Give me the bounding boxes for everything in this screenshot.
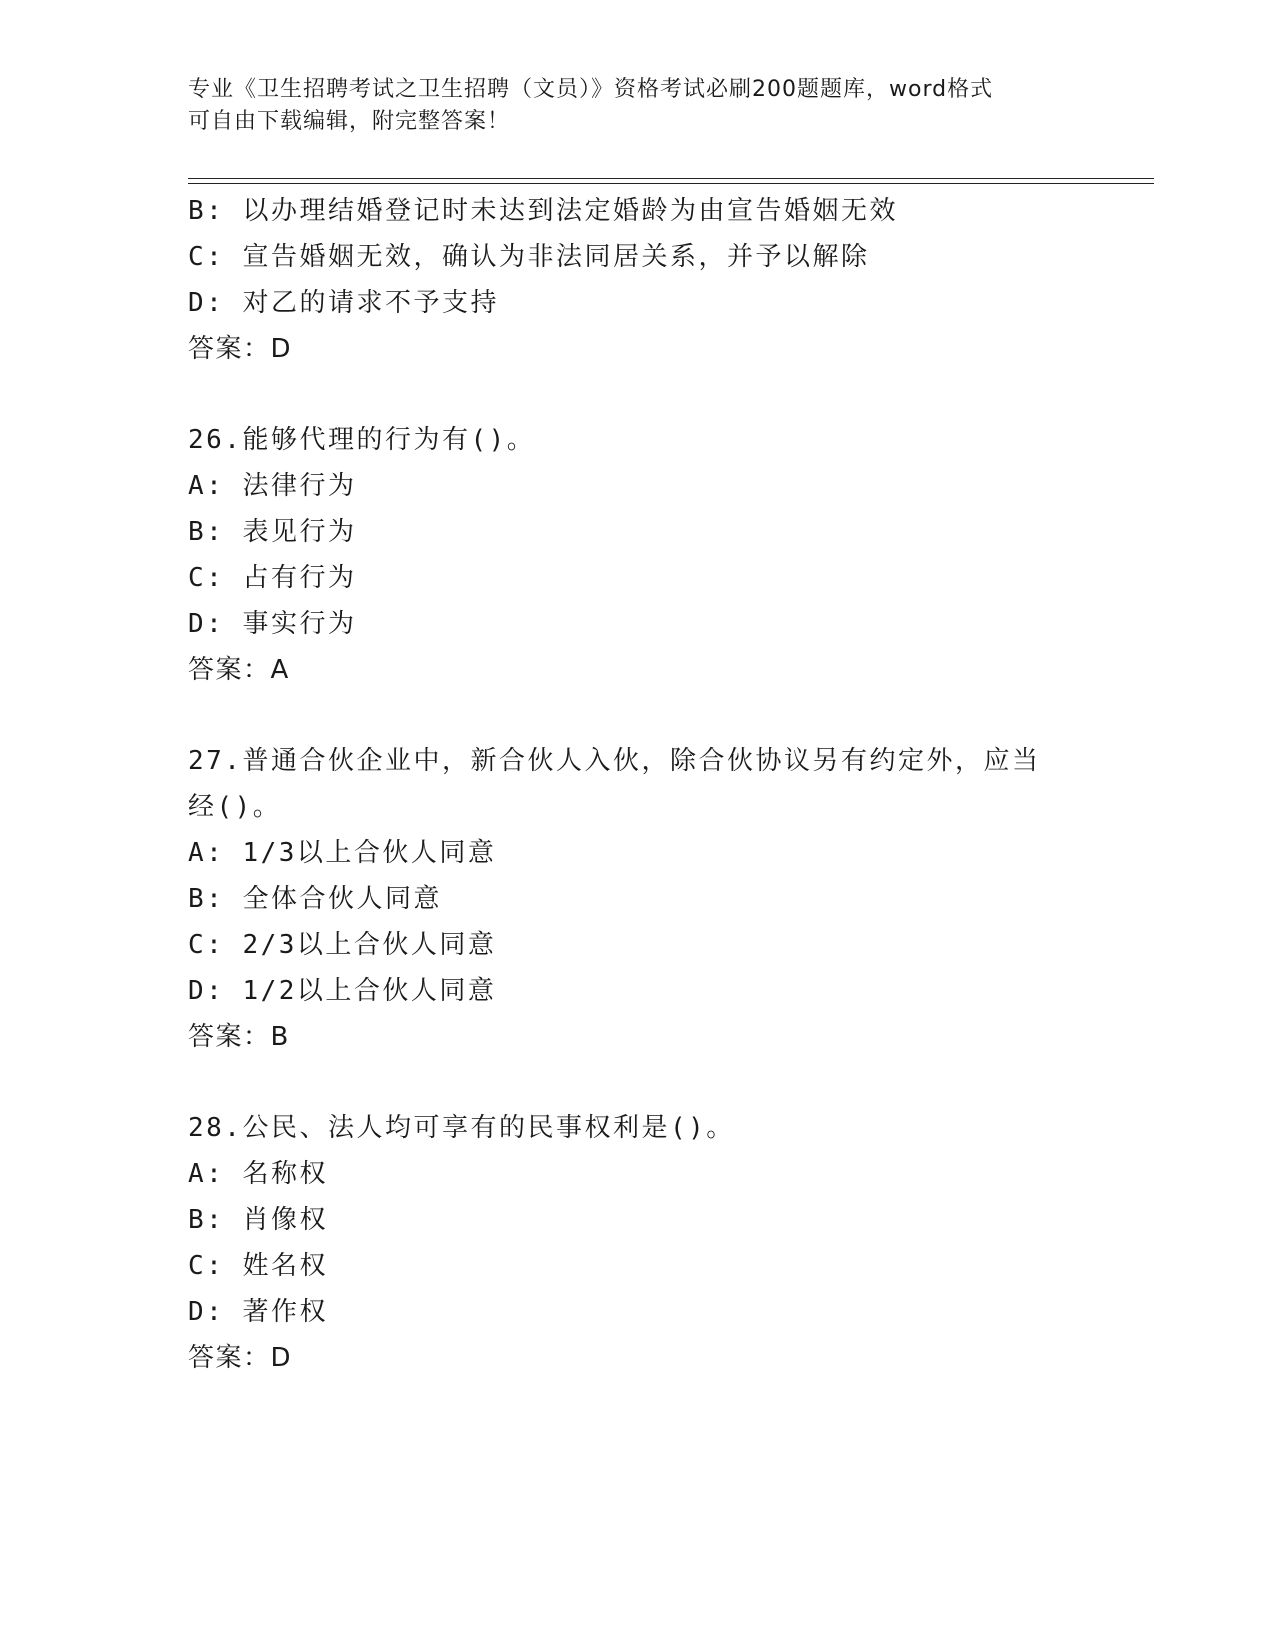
- option-c: C: 姓名权: [188, 1251, 328, 1281]
- header-line-1: 专业《卫生招聘考试之卫生招聘（文员）》资格考试必刷200题题库，word格式: [188, 77, 994, 102]
- option-d: D: 1/2以上合伙人同意: [188, 976, 497, 1006]
- option-b: B: 表见行为: [188, 517, 357, 547]
- answer-line: 答案：D: [188, 1343, 293, 1373]
- option-c: C: 占有行为: [188, 563, 357, 593]
- option-b: B: 以办理结婚登记时未达到法定婚龄为由宣告婚姻无效: [188, 196, 898, 226]
- answer-line: 答案：B: [188, 1022, 290, 1052]
- question-stem: 27.普通合伙企业中，新合伙人入伙，除合伙协议另有约定外，应当经()。: [188, 746, 1041, 822]
- header-line-2: 可自由下载编辑，附完整答案！: [188, 109, 511, 134]
- question-26: [188, 417, 1088, 693]
- answer-line: 答案：A: [188, 655, 290, 685]
- option-d: D: 事实行为: [188, 609, 357, 639]
- option-d: D: 著作权: [188, 1297, 328, 1327]
- header-divider-top: [188, 178, 1154, 179]
- header-divider-bottom: [188, 183, 1154, 184]
- document-header: [188, 74, 1088, 138]
- option-b: B: 肖像权: [188, 1205, 328, 1235]
- option-a: A: 1/3以上合伙人同意: [188, 838, 497, 868]
- option-c: C: 宣告婚姻无效，确认为非法同居关系，并予以解除: [188, 242, 870, 272]
- question-list: [188, 188, 1088, 1381]
- question-28: [188, 1105, 1088, 1381]
- question-27: [188, 738, 1088, 1060]
- option-a: A: 法律行为: [188, 471, 357, 501]
- option-b: B: 全体合伙人同意: [188, 884, 442, 914]
- answer-line: 答案：D: [188, 334, 293, 364]
- question-stem: 28.公民、法人均可享有的民事权利是()。: [188, 1113, 735, 1143]
- question-stem: 26.能够代理的行为有()。: [188, 425, 536, 455]
- option-a: A: 名称权: [188, 1159, 328, 1189]
- question-25-continued: [188, 188, 1088, 372]
- option-c: C: 2/3以上合伙人同意: [188, 930, 497, 960]
- option-d: D: 对乙的请求不予支持: [188, 288, 499, 318]
